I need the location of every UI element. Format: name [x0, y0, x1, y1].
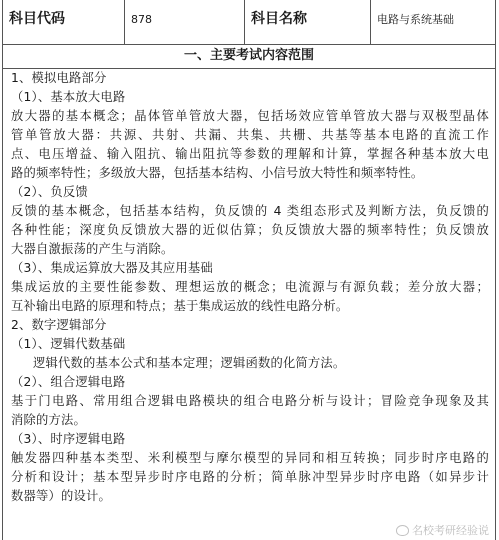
- subject-code-label-cell: [3, 0, 125, 44]
- body-line: 管单管放大器：共源、共射、共漏、共集、共栅、共基等基本电路的直流工作: [11, 128, 489, 142]
- table-header-row: [3, 0, 495, 45]
- part-heading-analog: 1、模拟电路部分: [11, 71, 107, 85]
- subsection-heading: （3）、时序逻辑电路: [11, 432, 126, 446]
- body-line: 消除的方法。: [11, 413, 86, 427]
- body-line: 大器自激振荡的产生与消除。: [11, 242, 174, 256]
- section-title: 一、主要考试内容范围: [3, 44, 495, 69]
- subject-code-value-cell: [125, 0, 245, 44]
- body-line: 分析和设计；基本型异步时序电路的分析；简单脉冲型异步时序电路（如异步计: [11, 470, 489, 484]
- part-heading-digital: 2、数字逻辑部分: [11, 318, 107, 332]
- subsection-heading: （2）、负反馈: [11, 185, 88, 199]
- exam-syllabus-table: [2, 0, 496, 540]
- subsection-heading: （2）、组合逻辑电路: [11, 375, 126, 389]
- body-line: 互补输出电路的原理和特点；基于集成运放的线性电路分析。: [11, 299, 349, 313]
- body-line: 放大器的基本概念；晶体管单管放大器，包括场效应管单管放大器与双极型晶体: [11, 109, 489, 123]
- subject-name-value-cell: [371, 0, 495, 44]
- body-line: 集成运放的主要性能参数、理想运放的概念；电流源与有源负载；差分放大器；: [11, 280, 489, 294]
- subject-name-value: 电路与系统基础: [377, 13, 454, 26]
- weibo-icon: [396, 525, 409, 536]
- body-line: 反馈的基本概念，包括基本结构，负反馈的 4 类组态形式及判断方法，负反馈的: [11, 204, 489, 218]
- body-line: 逻辑代数的基本公式和基本定理；逻辑函数的化简方法。: [33, 356, 346, 370]
- subsection-heading: （3）、集成运算放大器及其应用基础: [11, 261, 213, 275]
- body-line: 路的频率特性；多级放大器，包括基本结构、小信号放大特性和频率特性。: [11, 166, 424, 180]
- subject-code-label: 科目代码: [9, 11, 65, 27]
- body-line: 基于门电路、常用组合逻辑电路模块的组合电路分析与设计；冒险竞争现象及其: [11, 394, 489, 408]
- body-line: 触发器四种基本类型、米利模型与摩尔模型的异同和相互转换；同步时序电路的: [11, 451, 489, 465]
- subject-code-value: 878: [131, 13, 152, 26]
- body-line: 点、电压增益、输入阻抗、输出阻抗等参数的理解和计算，掌握各种基本放大电: [11, 147, 489, 161]
- body-line: 各种性能；深度负反馈放大器的近似估算；负反馈放大器的频率特性；负反馈放: [11, 223, 489, 237]
- subject-name-label-cell: [245, 0, 371, 44]
- watermark-text: 名校考研经验说: [412, 524, 489, 537]
- body-line: 数器等）的设计。: [11, 489, 111, 503]
- subsection-heading: （1）、基本放大电路: [11, 90, 126, 104]
- subsection-heading: （1）、逻辑代数基础: [11, 337, 126, 351]
- subject-name-label: 科目名称: [251, 11, 307, 27]
- watermark: [396, 522, 489, 538]
